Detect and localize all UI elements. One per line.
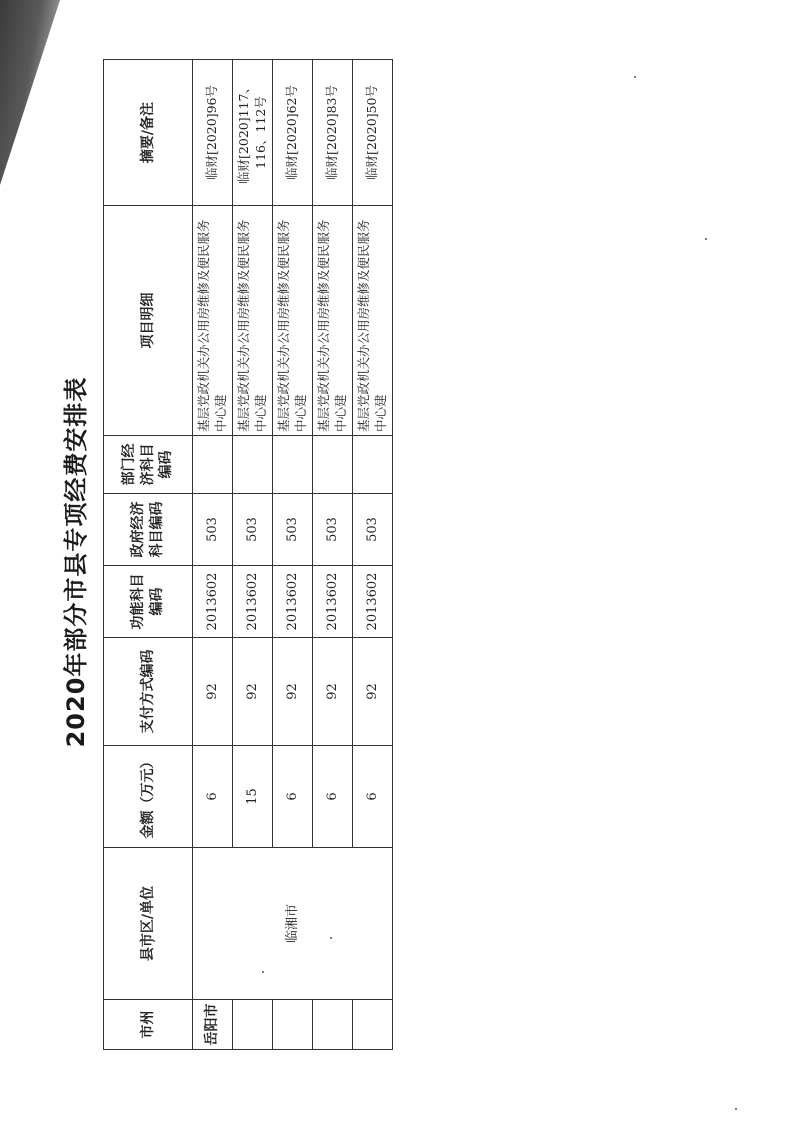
dept-econ-code-cell	[193, 436, 233, 494]
payment-code-cell: 92	[313, 638, 353, 746]
amount-cell: 6	[193, 746, 233, 848]
amount-cell: 6	[353, 746, 393, 848]
gov-econ-code-cell: 503	[273, 494, 313, 566]
detail-cell: 基层党政机关办公用房维修及便民服务中心建	[233, 206, 273, 436]
note-cell: 临财[2020]50号	[353, 60, 393, 206]
amount-cell: 15	[233, 746, 273, 848]
payment-code-cell: 92	[193, 638, 233, 746]
header-note: 摘要/备注	[104, 60, 193, 206]
header-detail: 项目明细	[104, 206, 193, 436]
header-amount: 金额（万元）	[104, 746, 193, 848]
header-function-code: 功能科目编码	[104, 566, 193, 638]
funding-table	[103, 59, 393, 1050]
amount-cell: 6	[313, 746, 353, 848]
header-city: 市州	[104, 1000, 193, 1050]
note-cell: 临财[2020]117、116、112号	[233, 60, 273, 206]
function-code-cell: 2013602	[353, 566, 393, 638]
detail-cell: 基层党政机关办公用房维修及便民服务中心建	[273, 206, 313, 436]
header-gov-econ-code: 政府经济科目编码	[104, 494, 193, 566]
dept-econ-code-cell	[273, 436, 313, 494]
payment-code-cell: 92	[233, 638, 273, 746]
gov-econ-code-cell: 503	[313, 494, 353, 566]
function-code-cell: 2013602	[313, 566, 353, 638]
table-row	[193, 60, 233, 1050]
detail-cell: 基层党政机关办公用房维修及便民服务中心建	[193, 206, 233, 436]
note-cell: 临财[2020]96号	[193, 60, 233, 206]
city-cell-empty	[313, 1000, 353, 1050]
city-cell: 岳阳市	[193, 1000, 233, 1050]
dept-econ-code-cell	[233, 436, 273, 494]
header-payment-code: 支付方式编码	[104, 638, 193, 746]
detail-cell: 基层党政机关办公用房维修及便民服务中心建	[353, 206, 393, 436]
gov-econ-code-cell: 503	[193, 494, 233, 566]
document-title: 2020年部分市县专项经费安排表	[62, 376, 90, 748]
note-cell: 临财[2020]62号	[273, 60, 313, 206]
amount-cell: 6	[273, 746, 313, 848]
header-row	[104, 60, 193, 1050]
dept-econ-code-cell	[353, 436, 393, 494]
header-dept-econ-code: 部门经济科目编码	[104, 436, 193, 494]
function-code-cell: 2013602	[233, 566, 273, 638]
detail-cell: 基层党政机关办公用房维修及便民服务中心建	[313, 206, 353, 436]
payment-code-cell: 92	[353, 638, 393, 746]
note-cell: 临财[2020]83号	[313, 60, 353, 206]
function-code-cell: 2013602	[193, 566, 233, 638]
gov-econ-code-cell: 503	[233, 494, 273, 566]
header-county: 县市区/单位	[104, 848, 193, 1000]
dept-econ-code-cell	[313, 436, 353, 494]
county-cell: 临湘市	[193, 848, 393, 1000]
city-cell-empty	[273, 1000, 313, 1050]
payment-code-cell: 92	[273, 638, 313, 746]
function-code-cell: 2013602	[273, 566, 313, 638]
city-cell-empty	[353, 1000, 393, 1050]
city-cell-empty	[233, 1000, 273, 1050]
gov-econ-code-cell: 503	[353, 494, 393, 566]
